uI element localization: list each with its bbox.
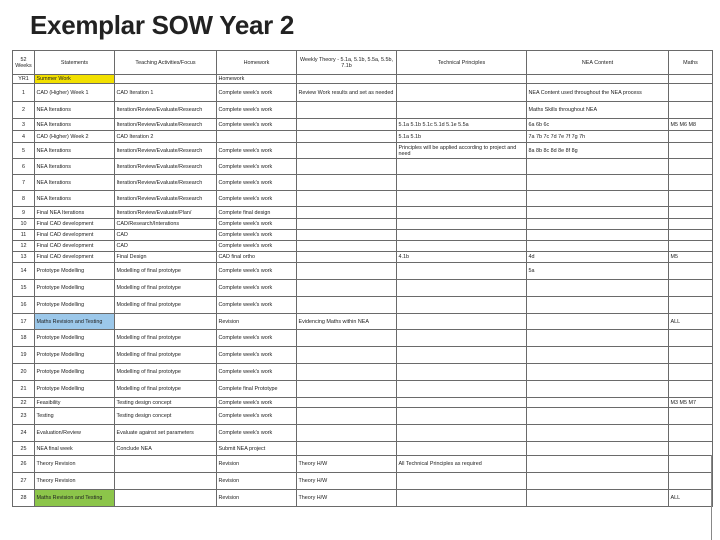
week-cell: 11 <box>13 230 35 241</box>
table-row <box>13 456 713 473</box>
activity-cell: CAD Iteration 2 <box>115 131 217 143</box>
header-theory: Weekly Theory - 5.1a, 5.1b, 5.5a, 5.5b, 7.1b <box>297 51 397 75</box>
header-principles: Technical Principles <box>397 51 527 75</box>
principles-cell <box>397 241 527 252</box>
activity-cell: Modelling of final prototype <box>115 364 217 381</box>
activity-cell: Modelling of final prototype <box>115 297 217 314</box>
principles-cell <box>397 175 527 191</box>
homework-cell: Submit NEA project <box>217 442 297 456</box>
theory-cell <box>297 252 397 263</box>
week-cell: 23 <box>13 408 35 425</box>
statement-cell: NEA Iterations <box>35 159 115 175</box>
activity-cell: Modelling of final prototype <box>115 280 217 297</box>
statement-cell: Prototype Modelling <box>35 280 115 297</box>
week-cell: 9 <box>13 207 35 219</box>
statement-cell: Final CAD development <box>35 241 115 252</box>
week-cell: 22 <box>13 398 35 408</box>
theory-cell: Review Work results and set as needed <box>297 84 397 102</box>
page-title: Exemplar SOW Year 2 <box>30 10 295 40</box>
homework-cell: CAD final ortho <box>217 252 297 263</box>
statement-cell: Evaluation/Review <box>35 425 115 442</box>
statement-cell: Final NEA Iterations <box>35 207 115 219</box>
nea-cell <box>527 456 669 473</box>
theory-cell: Theory H/W <box>297 456 397 473</box>
table-row <box>13 297 713 314</box>
table-row <box>13 347 713 364</box>
nea-cell <box>527 159 669 175</box>
table-row <box>13 408 713 425</box>
theory-cell <box>297 159 397 175</box>
theory-cell <box>297 425 397 442</box>
table-row <box>13 191 713 207</box>
homework-cell: Complete week's work <box>217 280 297 297</box>
activity-cell <box>115 490 217 507</box>
maths-cell <box>669 442 713 456</box>
activity-cell <box>115 314 217 330</box>
statement-cell: Theory Revision <box>35 473 115 490</box>
table-row <box>13 263 713 280</box>
statement-cell: Maths Revision and Testing <box>35 490 115 507</box>
theory-cell <box>297 131 397 143</box>
maths-cell <box>669 241 713 252</box>
homework-cell: Complete week's work <box>217 175 297 191</box>
homework-cell: Complete week's work <box>217 84 297 102</box>
activity-cell: Modelling of final prototype <box>115 330 217 347</box>
homework-cell: Revision <box>217 314 297 330</box>
activity-cell: Modelling of final prototype <box>115 263 217 280</box>
principles-cell <box>397 280 527 297</box>
homework-cell: Complete week's work <box>217 425 297 442</box>
statement-cell: Feasibility <box>35 398 115 408</box>
maths-cell <box>669 219 713 230</box>
table-row <box>13 398 713 408</box>
homework-cell: Complete week's work <box>217 398 297 408</box>
principles-cell <box>397 297 527 314</box>
maths-cell: ALL <box>669 314 713 330</box>
principles-cell <box>397 408 527 425</box>
week-cell: 24 <box>13 425 35 442</box>
header-activities: Teaching Activities/Focus <box>115 51 217 75</box>
nea-cell <box>527 381 669 398</box>
homework-cell: Complete final Prototype <box>217 381 297 398</box>
nea-cell: 7a 7b 7c 7d 7e 7f 7g 7h <box>527 131 669 143</box>
homework-cell: Complete week's work <box>217 159 297 175</box>
homework-cell: Complete week's work <box>217 241 297 252</box>
activity-cell: Evaluate against set parameters <box>115 425 217 442</box>
week-cell: 4 <box>13 131 35 143</box>
week-cell: 28 <box>13 490 35 507</box>
table-row <box>13 280 713 297</box>
theory-cell <box>297 230 397 241</box>
maths-cell <box>669 408 713 425</box>
principles-cell <box>397 425 527 442</box>
maths-cell <box>669 297 713 314</box>
maths-cell <box>669 425 713 442</box>
principles-cell <box>397 102 527 119</box>
theory-cell <box>297 219 397 230</box>
maths-cell: M5 <box>669 252 713 263</box>
header-maths: Maths <box>669 51 713 75</box>
homework-cell: Revision <box>217 456 297 473</box>
week-cell: 16 <box>13 297 35 314</box>
maths-cell <box>669 75 713 84</box>
principles-cell <box>397 347 527 364</box>
statement-cell: CAD (Higher) Week 1 <box>35 84 115 102</box>
activity-cell: Iteration/Review/Evaluate/Research <box>115 191 217 207</box>
statement-cell: Final CAD development <box>35 219 115 230</box>
homework-cell: Revision <box>217 473 297 490</box>
table-row <box>13 219 713 230</box>
homework-cell: Complete week's work <box>217 102 297 119</box>
activity-cell <box>115 473 217 490</box>
week-cell: 27 <box>13 473 35 490</box>
maths-cell <box>669 263 713 280</box>
nea-cell <box>527 347 669 364</box>
theory-cell <box>297 347 397 364</box>
nea-cell <box>527 75 669 84</box>
theory-cell <box>297 191 397 207</box>
table-row <box>13 381 713 398</box>
statement-cell: Prototype Modelling <box>35 364 115 381</box>
table-row <box>13 131 713 143</box>
nea-cell <box>527 191 669 207</box>
table-row <box>13 364 713 381</box>
week-cell: 14 <box>13 263 35 280</box>
week-cell: 13 <box>13 252 35 263</box>
principles-cell <box>397 442 527 456</box>
statement-cell: Prototype Modelling <box>35 330 115 347</box>
theory-cell <box>297 207 397 219</box>
activity-cell: Iteration/Review/Evaluate/Research <box>115 119 217 131</box>
activity-cell: CAD <box>115 241 217 252</box>
sow-table <box>12 50 713 507</box>
theory-cell <box>297 381 397 398</box>
week-cell: 10 <box>13 219 35 230</box>
activity-cell <box>115 75 217 84</box>
homework-cell: Complete week's work <box>217 263 297 280</box>
week-cell: YR1 <box>13 75 35 84</box>
nea-cell <box>527 230 669 241</box>
theory-cell <box>297 119 397 131</box>
maths-cell <box>669 159 713 175</box>
nea-cell <box>527 280 669 297</box>
activity-cell <box>115 456 217 473</box>
activity-cell: Iteration/Review/Evaluate/Research <box>115 143 217 159</box>
table-row <box>13 330 713 347</box>
theory-cell <box>297 398 397 408</box>
statement-cell: Prototype Modelling <box>35 347 115 364</box>
theory-cell <box>297 280 397 297</box>
week-cell: 20 <box>13 364 35 381</box>
header-row <box>13 51 713 75</box>
homework-cell <box>217 131 297 143</box>
principles-cell <box>397 191 527 207</box>
table-row <box>13 143 713 159</box>
sow-table-container <box>12 50 712 540</box>
principles-cell <box>397 314 527 330</box>
nea-cell: 8a 8b 8c 8d 8e 8f 8g <box>527 143 669 159</box>
theory-cell <box>297 263 397 280</box>
maths-cell <box>669 280 713 297</box>
statement-cell: Final CAD development <box>35 252 115 263</box>
header-nea: NEA Content <box>527 51 669 75</box>
homework-cell: Revision <box>217 490 297 507</box>
principles-cell <box>397 263 527 280</box>
activity-cell: CAD/Research/Interations <box>115 219 217 230</box>
activity-cell: CAD Iteration 1 <box>115 84 217 102</box>
theory-cell: Theory H/W <box>297 490 397 507</box>
activity-cell: Conclude NEA <box>115 442 217 456</box>
table-row <box>13 241 713 252</box>
statement-cell: Theory Revision <box>35 456 115 473</box>
statement-cell: NEA final week <box>35 442 115 456</box>
nea-cell: 4d <box>527 252 669 263</box>
principles-cell: 5.1a 5.1b 5.1c 5.1d 5.1e 5.5a <box>397 119 527 131</box>
table-row <box>13 442 713 456</box>
activity-cell: Modelling of final prototype <box>115 347 217 364</box>
week-cell: 21 <box>13 381 35 398</box>
table-row <box>13 314 713 330</box>
activity-cell: Testing design concept <box>115 398 217 408</box>
homework-cell: Complete week's work <box>217 219 297 230</box>
week-cell: 5 <box>13 143 35 159</box>
nea-cell <box>527 219 669 230</box>
maths-cell <box>669 131 713 143</box>
statement-cell: NEA Iterations <box>35 175 115 191</box>
homework-cell: Complete final design <box>217 207 297 219</box>
week-cell: 15 <box>13 280 35 297</box>
statement-cell: NEA Iterations <box>35 102 115 119</box>
table-row <box>13 119 713 131</box>
principles-cell <box>397 398 527 408</box>
table-row <box>13 207 713 219</box>
nea-cell <box>527 330 669 347</box>
homework-cell: Complete week's work <box>217 330 297 347</box>
table-row <box>13 252 713 263</box>
table-row <box>13 473 713 490</box>
table-row <box>13 425 713 442</box>
theory-cell <box>297 408 397 425</box>
header-statements: Statements <box>35 51 115 75</box>
homework-cell: Complete week's work <box>217 119 297 131</box>
statement-cell: NEA Iterations <box>35 119 115 131</box>
nea-cell: 6a 6b 6c <box>527 119 669 131</box>
nea-cell: Maths Skills throughout NEA <box>527 102 669 119</box>
table-row <box>13 159 713 175</box>
activity-cell: Final Design <box>115 252 217 263</box>
scroll-edge <box>711 455 720 540</box>
week-cell: 1 <box>13 84 35 102</box>
principles-cell: Principles will be applied according to project and need <box>397 143 527 159</box>
week-cell: 7 <box>13 175 35 191</box>
theory-cell <box>297 143 397 159</box>
maths-cell <box>669 207 713 219</box>
principles-cell <box>397 490 527 507</box>
week-cell: 17 <box>13 314 35 330</box>
maths-cell <box>669 456 713 473</box>
homework-cell: Complete week's work <box>217 347 297 364</box>
homework-cell: Complete week's work <box>217 143 297 159</box>
principles-cell: All Technical Principles as required <box>397 456 527 473</box>
principles-cell <box>397 159 527 175</box>
week-cell: 3 <box>13 119 35 131</box>
principles-cell: 4.1b <box>397 252 527 263</box>
nea-cell <box>527 473 669 490</box>
maths-cell <box>669 102 713 119</box>
homework-cell: Complete week's work <box>217 364 297 381</box>
statement-cell: NEA Iterations <box>35 191 115 207</box>
week-cell: 26 <box>13 456 35 473</box>
theory-cell <box>297 364 397 381</box>
week-cell: 25 <box>13 442 35 456</box>
statement-cell: Prototype Modelling <box>35 297 115 314</box>
maths-cell <box>669 143 713 159</box>
nea-cell: 5a <box>527 263 669 280</box>
maths-cell: ALL <box>669 490 713 507</box>
header-weeks: 52 Weeks <box>13 51 35 75</box>
principles-cell <box>397 473 527 490</box>
table-row <box>13 84 713 102</box>
statement-cell: Prototype Modelling <box>35 263 115 280</box>
statement-cell: NEA Iterations <box>35 143 115 159</box>
table-row <box>13 102 713 119</box>
principles-cell <box>397 219 527 230</box>
header-homework: Homework <box>217 51 297 75</box>
theory-cell: Evidencing Maths within NEA <box>297 314 397 330</box>
nea-cell <box>527 207 669 219</box>
activity-cell: Iteration/Review/Evaluate/Research <box>115 175 217 191</box>
table-row <box>13 230 713 241</box>
nea-cell <box>527 425 669 442</box>
maths-cell <box>669 84 713 102</box>
activity-cell: Iteration/Review/Evaluate/Research <box>115 102 217 119</box>
theory-cell <box>297 330 397 347</box>
theory-cell <box>297 75 397 84</box>
nea-cell <box>527 297 669 314</box>
principles-cell <box>397 75 527 84</box>
nea-cell <box>527 398 669 408</box>
nea-cell <box>527 364 669 381</box>
principles-cell <box>397 330 527 347</box>
principles-cell: 5.1a 5.1b <box>397 131 527 143</box>
homework-cell: Complete week's work <box>217 230 297 241</box>
week-cell: 6 <box>13 159 35 175</box>
nea-cell <box>527 241 669 252</box>
principles-cell <box>397 230 527 241</box>
theory-cell: Theory H/W <box>297 473 397 490</box>
principles-cell <box>397 364 527 381</box>
principles-cell <box>397 84 527 102</box>
statement-cell: Summer Work <box>35 75 115 84</box>
week-cell: 19 <box>13 347 35 364</box>
activity-cell: Modelling of final prototype <box>115 381 217 398</box>
maths-cell <box>669 364 713 381</box>
activity-cell: Testing design concept <box>115 408 217 425</box>
maths-cell <box>669 330 713 347</box>
homework-cell: Complete week's work <box>217 191 297 207</box>
statement-cell: Final CAD development <box>35 230 115 241</box>
statement-cell: Prototype Modelling <box>35 381 115 398</box>
maths-cell <box>669 191 713 207</box>
maths-cell <box>669 381 713 398</box>
activity-cell: Iteration/Review/Evaluate/Research <box>115 159 217 175</box>
statement-cell: CAD (Higher) Week 2 <box>35 131 115 143</box>
maths-cell: M5 M6 M8 <box>669 119 713 131</box>
nea-cell <box>527 175 669 191</box>
theory-cell <box>297 442 397 456</box>
maths-cell <box>669 230 713 241</box>
activity-cell: Iteration/Review/Evaluate/Plan/ <box>115 207 217 219</box>
table-row <box>13 75 713 84</box>
nea-cell <box>527 442 669 456</box>
week-cell: 8 <box>13 191 35 207</box>
nea-cell <box>527 314 669 330</box>
week-cell: 2 <box>13 102 35 119</box>
table-row <box>13 490 713 507</box>
maths-cell <box>669 175 713 191</box>
statement-cell: Maths Revision and Testing <box>35 314 115 330</box>
homework-cell: Complete week's work <box>217 408 297 425</box>
maths-cell <box>669 473 713 490</box>
principles-cell <box>397 207 527 219</box>
nea-cell <box>527 490 669 507</box>
nea-cell <box>527 408 669 425</box>
statement-cell: Testing <box>35 408 115 425</box>
nea-cell: NEA Content used throughout the NEA process <box>527 84 669 102</box>
table-row <box>13 175 713 191</box>
homework-cell: Complete week's work <box>217 297 297 314</box>
principles-cell <box>397 381 527 398</box>
activity-cell: CAD <box>115 230 217 241</box>
week-cell: 18 <box>13 330 35 347</box>
week-cell: 12 <box>13 241 35 252</box>
maths-cell: M3 M5 M7 <box>669 398 713 408</box>
theory-cell <box>297 102 397 119</box>
theory-cell <box>297 297 397 314</box>
homework-cell: Homework <box>217 75 297 84</box>
maths-cell <box>669 347 713 364</box>
theory-cell <box>297 241 397 252</box>
theory-cell <box>297 175 397 191</box>
